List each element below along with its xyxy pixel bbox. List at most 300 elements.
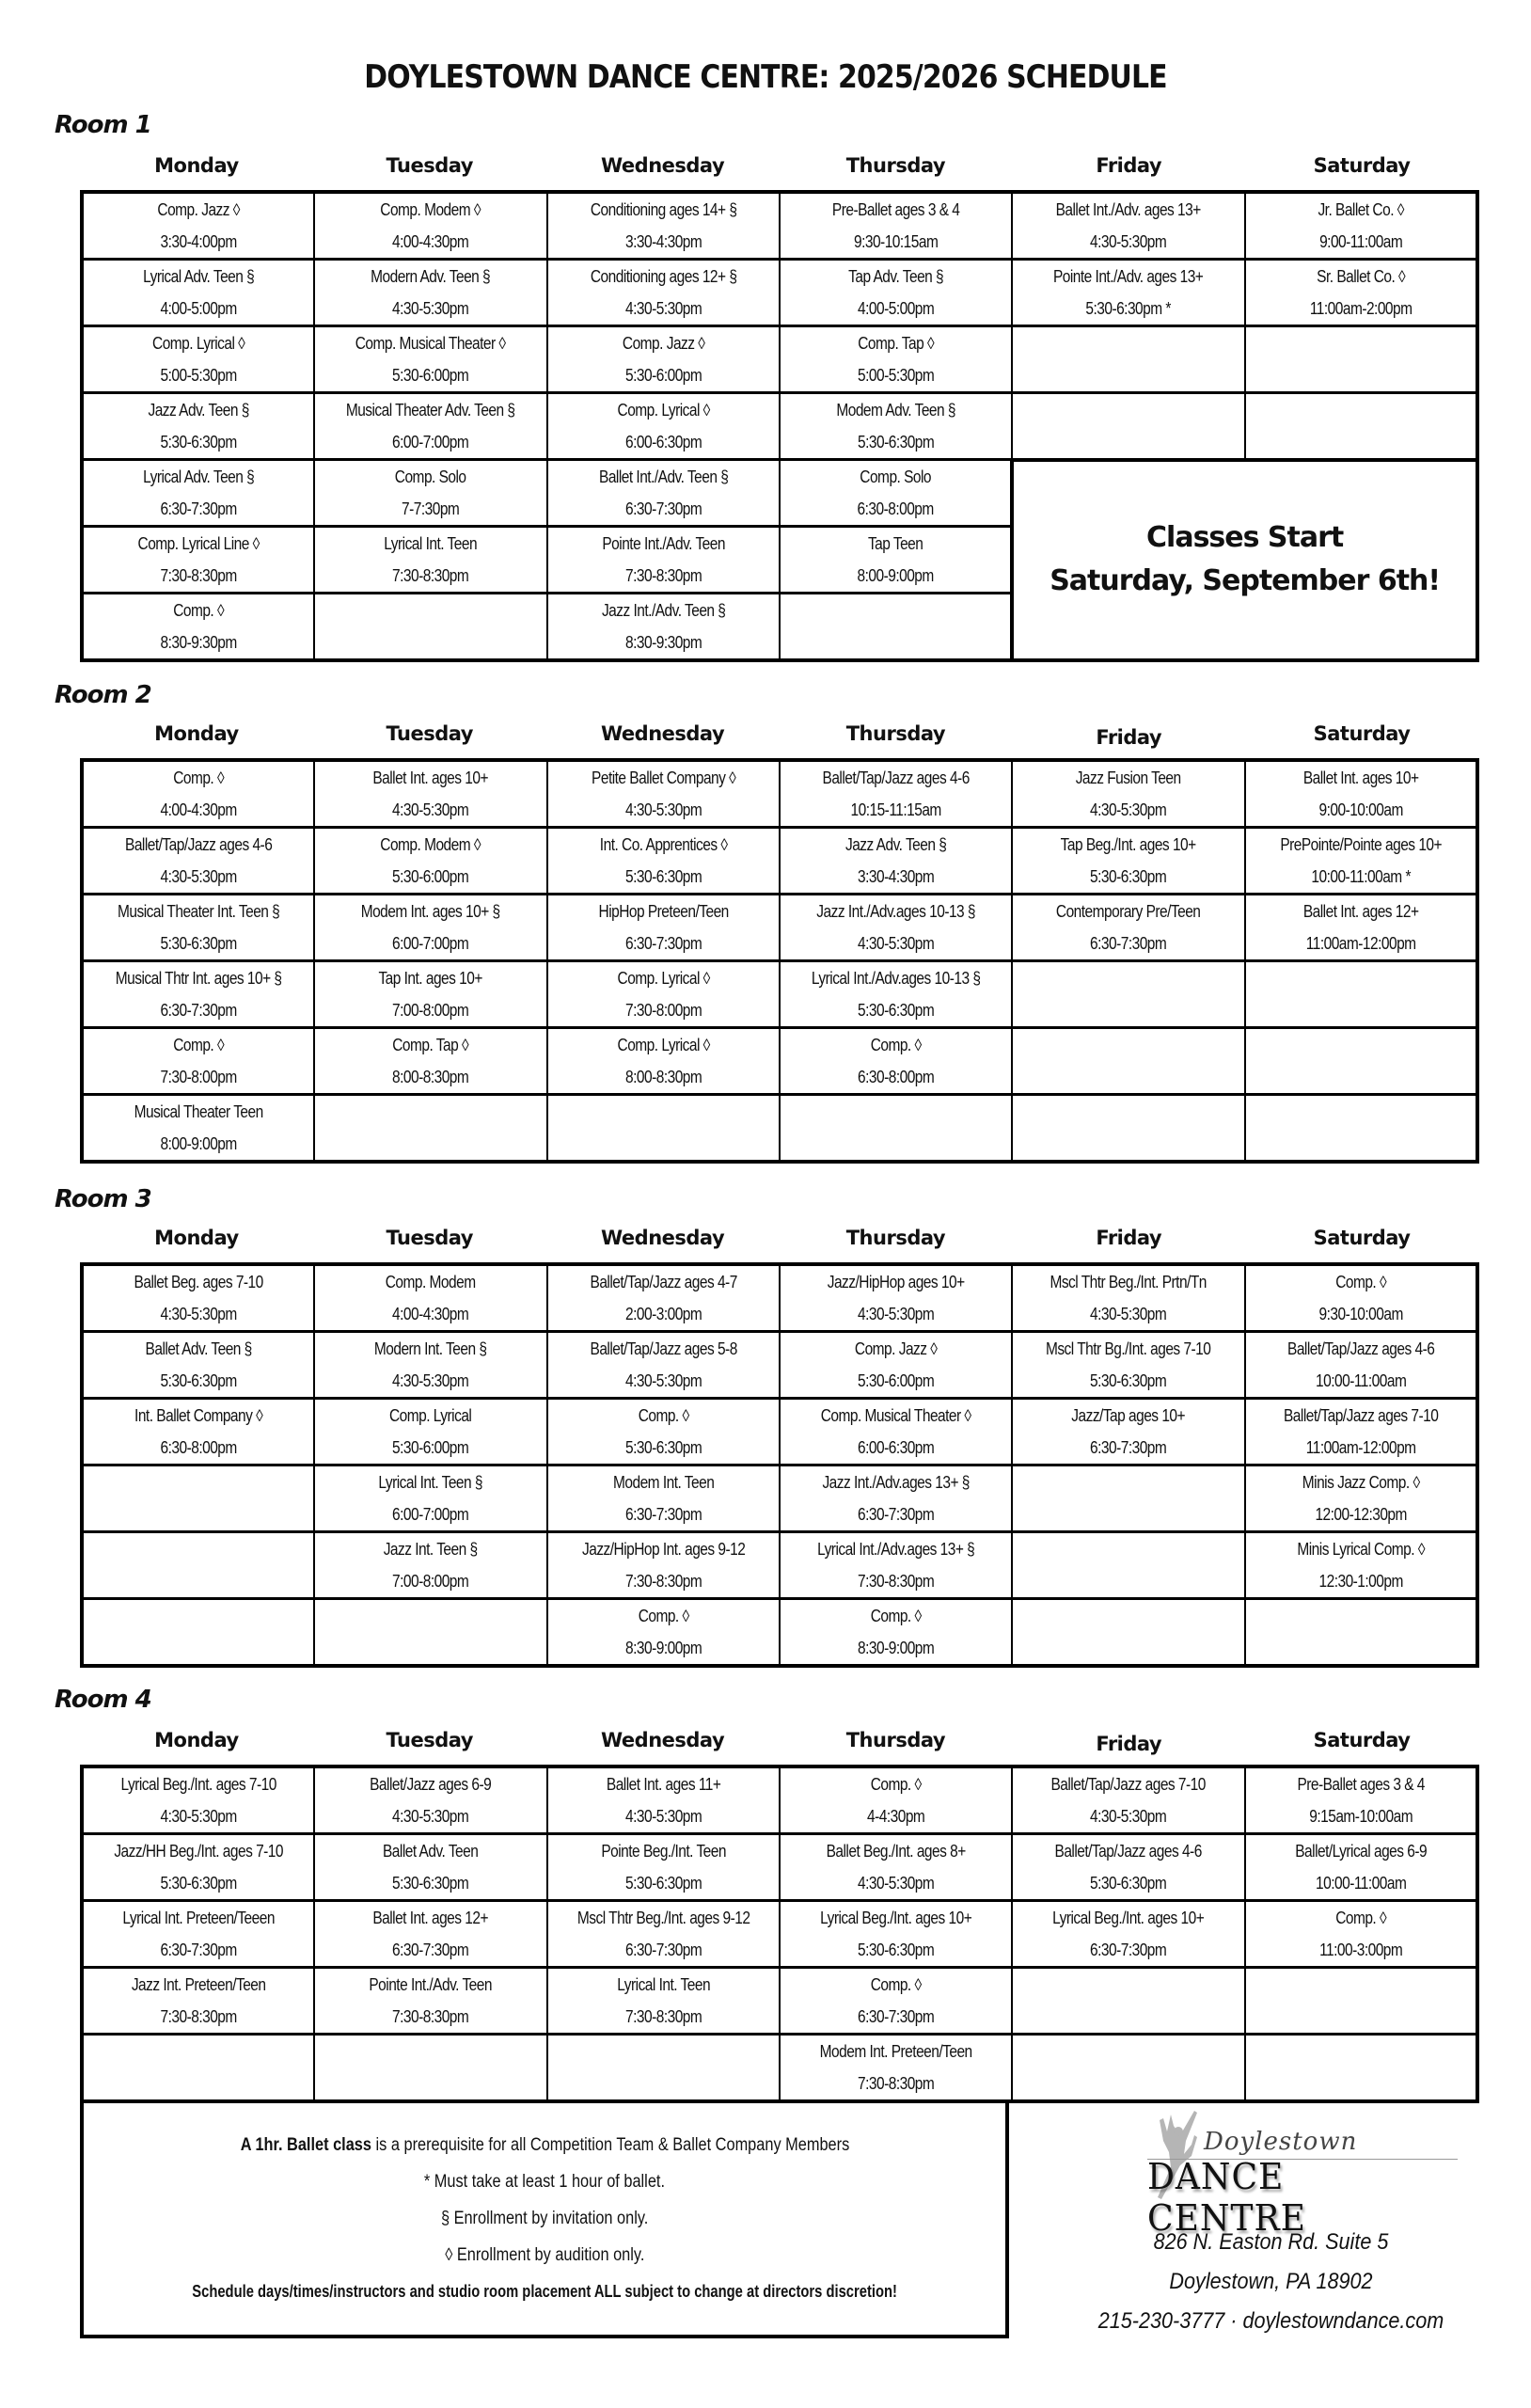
class-cell-wednesday	[547, 2035, 780, 2102]
class-name: Ballet Int./Adv. ages 13+	[1055, 200, 1202, 219]
class-name: Pointe Int./Adv. ages 13+	[1053, 267, 1204, 286]
class-cell-wednesday	[547, 326, 780, 393]
class-time: 6:30-7:30pm	[160, 1941, 237, 1959]
class-name: Ballet/Tap/Jazz ages 4-6	[1286, 1339, 1434, 1358]
room-1-day-headers	[80, 154, 1478, 177]
class-name: Ballet/Tap/Jazz ages 4-6	[822, 768, 970, 787]
class-name: Lyrical Beg./Int. ages 10+	[1052, 1909, 1205, 1927]
class-time: 8:30-9:00pm	[858, 1639, 935, 1657]
class-time: 8:30-9:00pm	[624, 1639, 702, 1657]
class-cell-thursday	[780, 1901, 1012, 1968]
schedule-row	[82, 1968, 1477, 2035]
class-name: Comp. ◊	[173, 768, 225, 787]
schedule-row	[82, 1028, 1477, 1095]
class-cell-thursday	[780, 326, 1012, 393]
day-header-thursday: Thursday	[845, 1227, 946, 1249]
class-cell-thursday	[780, 1532, 1012, 1599]
schedule-row	[82, 1332, 1477, 1399]
class-cell-thursday	[780, 192, 1012, 260]
room-4-day-headers	[80, 1729, 1478, 1755]
class-cell-monday	[82, 594, 314, 661]
schedule-row	[82, 828, 1477, 895]
class-name: Jazz/HH Beg./Int. ages 7-10	[114, 1842, 284, 1861]
class-cell-monday	[82, 260, 314, 326]
class-cell-monday	[82, 1968, 314, 2035]
class-name: Lyrical Int. Teen	[384, 534, 478, 553]
schedule-row	[82, 2035, 1477, 2102]
class-time: 5:30-6:30pm	[160, 433, 237, 452]
announcement-line: Classes Start	[1146, 521, 1344, 555]
class-time: 4:30-5:30pm	[858, 1305, 935, 1323]
class-cell-wednesday	[547, 1028, 780, 1095]
class-cell-thursday	[780, 393, 1012, 460]
class-name: Mscl Thtr Bg./Int. ages 7-10	[1046, 1339, 1211, 1358]
class-name: Jazz Int./Adv. Teen §	[601, 601, 726, 620]
schedule-row	[82, 1264, 1477, 1332]
logo-script-text: Doylestown	[1204, 2128, 1358, 2156]
class-time: 11:00am-12:00pm	[1305, 1438, 1416, 1457]
class-time: 7:30-8:30pm	[392, 2007, 469, 2026]
class-cell-wednesday	[547, 393, 780, 460]
class-name: Comp. Jazz ◊	[157, 200, 240, 219]
class-name: Conditioning ages 12+ §	[590, 267, 737, 286]
day-header-monday: Monday	[154, 1227, 239, 1249]
class-name: Comp. ◊	[638, 1607, 689, 1625]
class-name: Tap Adv. Teen §	[848, 267, 944, 286]
class-cell-tuesday	[314, 1264, 546, 1332]
class-cell-tuesday	[314, 1834, 546, 1901]
class-time: 11:00am-12:00pm	[1305, 934, 1416, 953]
class-cell-tuesday	[314, 1968, 546, 2035]
class-cell-monday	[82, 2035, 314, 2102]
class-time: 4:30-5:30pm	[392, 299, 469, 318]
schedule-row	[82, 1599, 1477, 1667]
class-cell-tuesday	[314, 527, 546, 594]
class-name: Comp. Musical Theater ◊	[355, 334, 506, 353]
class-cell-saturday	[1245, 1834, 1477, 1901]
class-cell-friday	[1012, 1901, 1244, 1968]
class-cell-friday	[1012, 2035, 1244, 2102]
class-cell-thursday	[780, 828, 1012, 895]
class-time: 6:00-7:00pm	[392, 433, 469, 452]
class-time: 5:30-6:30pm	[160, 1371, 237, 1390]
class-time: 7:30-8:00pm	[624, 1001, 702, 1020]
class-cell-monday	[82, 527, 314, 594]
class-time: 4:30-5:30pm	[1090, 800, 1167, 819]
class-time: 4:30-5:30pm	[160, 1305, 237, 1323]
class-time: 10:15-11:15am	[850, 800, 941, 819]
class-cell-thursday	[780, 1095, 1012, 1163]
class-name: Comp. Lyrical ◊	[617, 969, 710, 988]
class-time: 3:30-4:30pm	[858, 867, 935, 886]
studio-logo	[1081, 2107, 1458, 2239]
class-cell-friday	[1012, 1264, 1244, 1332]
class-cell-saturday	[1245, 1095, 1477, 1163]
class-cell-monday	[82, 393, 314, 460]
class-cell-saturday	[1245, 1028, 1477, 1095]
day-header-wednesday: Wednesday	[601, 722, 725, 745]
class-cell-monday	[82, 1599, 314, 1667]
class-cell-tuesday	[314, 1399, 546, 1465]
class-cell-tuesday	[314, 895, 546, 961]
class-time: 6:30-7:30pm	[624, 1941, 702, 1959]
class-name: Comp. Modem	[386, 1273, 476, 1291]
class-name: Tap Int. ages 10+	[378, 969, 483, 988]
class-time: 7:30-8:30pm	[160, 566, 237, 585]
class-cell-wednesday	[547, 1834, 780, 1901]
class-name: Jazz Int. Preteen/Teen	[131, 1975, 266, 1994]
class-cell-monday	[82, 895, 314, 961]
class-time: 7-7:30pm	[402, 499, 460, 518]
class-time: 4:30-5:30pm	[624, 1371, 702, 1390]
class-time: 5:30-6:00pm	[392, 366, 469, 385]
class-name: Ballet/Tap/Jazz ages 7-10	[1050, 1775, 1207, 1794]
schedule-row	[82, 393, 1477, 460]
class-cell-monday	[82, 961, 314, 1028]
class-name: Pre-Ballet ages 3 & 4	[831, 200, 960, 219]
class-cell-friday	[1012, 1532, 1244, 1599]
day-header-thursday: Thursday	[845, 1729, 946, 1751]
class-name: Modern Int. Teen §	[374, 1339, 487, 1358]
class-name: Comp. Lyrical Line ◊	[137, 534, 260, 553]
room-3-day-headers	[80, 1227, 1478, 1249]
class-cell-thursday	[780, 2035, 1012, 2102]
class-cell-tuesday	[314, 1766, 546, 1834]
class-cell-friday	[1012, 828, 1244, 895]
day-header-saturday: Saturday	[1313, 1729, 1411, 1751]
class-name: Pointe Int./Adv. Teen	[602, 534, 725, 553]
class-cell-wednesday	[547, 527, 780, 594]
class-time: 9:30-10:15am	[853, 232, 939, 251]
class-cell-saturday	[1245, 1901, 1477, 1968]
class-name: Lyrical Adv. Teen §	[143, 467, 255, 486]
class-time: 6:30-8:00pm	[858, 1068, 935, 1086]
class-name: Comp. Solo	[860, 467, 932, 486]
class-cell-thursday	[780, 1399, 1012, 1465]
class-name: Comp. Lyrical ◊	[617, 1036, 710, 1054]
class-cell-wednesday	[547, 1264, 780, 1332]
class-name: Jr. Ballet Co. ◊	[1318, 200, 1404, 219]
schedule-row	[82, 760, 1477, 828]
class-time: 7:00-8:00pm	[392, 1572, 469, 1591]
class-time: 5:30-6:30pm	[624, 1438, 702, 1457]
day-header-monday: Monday	[154, 154, 239, 177]
class-cell-tuesday	[314, 594, 546, 661]
class-cell-tuesday	[314, 1028, 546, 1095]
class-cell-tuesday	[314, 1599, 546, 1667]
day-header-monday: Monday	[154, 722, 239, 745]
class-name: Sr. Ballet Co. ◊	[1316, 267, 1405, 286]
class-name: Modem Int. Preteen/Teen	[819, 2042, 972, 2061]
class-name: Comp. Solo	[395, 467, 466, 486]
class-time: 6:30-7:30pm	[624, 499, 702, 518]
class-time: 11:00am-2:00pm	[1309, 299, 1413, 318]
class-name: Musical Theater Teen	[134, 1102, 263, 1121]
class-cell-saturday	[1245, 1532, 1477, 1599]
class-name: Modem Adv. Teen §	[836, 401, 955, 420]
class-time: 8:30-9:30pm	[624, 633, 702, 652]
class-name: Comp. Lyrical	[389, 1406, 472, 1425]
class-time: 4:00-4:30pm	[392, 232, 469, 251]
class-time: 7:30-8:30pm	[624, 566, 702, 585]
class-cell-thursday	[780, 260, 1012, 326]
day-header-friday: Friday	[1096, 154, 1162, 177]
schedule-row	[82, 326, 1477, 393]
class-time: 5:30-6:30pm	[1090, 1371, 1167, 1390]
class-name: Musical Theater Int. Teen §	[118, 902, 280, 921]
class-cell-thursday	[780, 1028, 1012, 1095]
class-time: 5:30-6:30pm *	[1085, 299, 1172, 318]
class-time: 4:30-5:30pm	[624, 299, 702, 318]
class-cell-saturday	[1245, 260, 1477, 326]
class-cell-tuesday	[314, 260, 546, 326]
class-cell-friday	[1012, 1599, 1244, 1667]
disclaimer-note: Schedule days/times/instructors and studio room placement ALL subject to change at directors discretion!	[192, 2282, 897, 2301]
class-time: 5:30-6:30pm	[624, 1874, 702, 1893]
class-time: 4:30-5:30pm	[1090, 1807, 1167, 1826]
class-time: 5:30-6:30pm	[1090, 867, 1167, 886]
class-cell-monday	[82, 1028, 314, 1095]
class-name: Lyrical Beg./Int. ages 10+	[820, 1909, 972, 1927]
class-name: Lyrical Int./Adv.ages 10-13 §	[811, 969, 981, 988]
schedule-row	[82, 895, 1477, 961]
class-time: 10:00-11:00am *	[1311, 867, 1411, 886]
class-cell-friday	[1012, 1766, 1244, 1834]
class-time: 4:30-5:30pm	[1090, 1305, 1167, 1323]
class-time: 4:00-5:00pm	[858, 299, 935, 318]
class-time: 11:00-3:00pm	[1318, 1941, 1402, 1959]
class-time: 6:00-7:00pm	[392, 934, 469, 953]
class-cell-wednesday	[547, 1968, 780, 2035]
class-cell-friday	[1012, 760, 1244, 828]
class-name: Lyrical Beg./Int. ages 7-10	[120, 1775, 276, 1794]
class-cell-saturday	[1245, 1766, 1477, 1834]
class-cell-wednesday	[547, 1465, 780, 1532]
class-cell-tuesday	[314, 460, 546, 527]
room-1-label: Room 1	[55, 111, 151, 139]
class-time: 6:00-6:30pm	[858, 1438, 935, 1457]
class-cell-wednesday	[547, 1095, 780, 1163]
class-name: Jazz/Tap ages 10+	[1071, 1406, 1186, 1425]
class-name: Comp. ◊	[173, 601, 225, 620]
class-cell-monday	[82, 1766, 314, 1834]
class-cell-monday	[82, 1465, 314, 1532]
class-time: 5:30-6:30pm	[858, 1001, 935, 1020]
class-cell-tuesday	[314, 2035, 546, 2102]
class-cell-thursday	[780, 1834, 1012, 1901]
day-header-wednesday: Wednesday	[601, 154, 725, 177]
class-time: 2:00-3:00pm	[624, 1305, 702, 1323]
class-name: Comp. Jazz ◊	[854, 1339, 938, 1358]
class-cell-saturday	[1245, 1264, 1477, 1332]
class-cell-friday	[1012, 895, 1244, 961]
schedule-row	[82, 1834, 1477, 1901]
class-name: Jazz/HipHop Int. ages 9-12	[581, 1540, 745, 1559]
class-name: Ballet/Tap/Jazz ages 5-8	[590, 1339, 737, 1358]
class-cell-saturday	[1245, 828, 1477, 895]
class-cell-saturday	[1245, 192, 1477, 260]
class-time: 6:30-7:30pm	[160, 1001, 237, 1020]
class-time: 3:30-4:00pm	[160, 232, 237, 251]
class-name: Int. Ballet Company ◊	[134, 1406, 263, 1425]
class-name: Comp. ◊	[1334, 1909, 1386, 1927]
class-cell-wednesday	[547, 961, 780, 1028]
class-name: Lyrical Adv. Teen §	[143, 267, 255, 286]
class-time: 5:30-6:30pm	[160, 1874, 237, 1893]
class-cell-friday	[1012, 1095, 1244, 1163]
class-time: 8:30-9:30pm	[160, 633, 237, 652]
enrollment-notes	[80, 2099, 1009, 2338]
class-cell-thursday	[780, 961, 1012, 1028]
class-name: Ballet/Tap/Jazz ages 7-10	[1283, 1406, 1438, 1425]
class-time: 4:00-4:30pm	[392, 1305, 469, 1323]
class-name: Tap Beg./Int. ages 10+	[1060, 835, 1196, 854]
address-line-1: 826 N. Easton Rd. Suite 5	[1153, 2229, 1389, 2255]
class-name: Jazz Int./Adv.ages 10-13 §	[816, 902, 976, 921]
class-cell-friday	[1012, 1028, 1244, 1095]
class-cell-friday	[1012, 961, 1244, 1028]
class-cell-thursday	[780, 1465, 1012, 1532]
class-cell-wednesday	[547, 1599, 780, 1667]
classes-start-announcement	[1012, 460, 1477, 661]
class-cell-friday	[1012, 326, 1244, 393]
class-time: 6:30-7:30pm	[1090, 934, 1167, 953]
class-cell-monday	[82, 192, 314, 260]
room-2-label: Room 2	[55, 681, 151, 709]
class-name: Modem Int. Teen	[612, 1473, 714, 1492]
class-cell-thursday	[780, 527, 1012, 594]
room-3-label: Room 3	[55, 1185, 151, 1213]
class-cell-saturday	[1245, 1968, 1477, 2035]
class-cell-friday	[1012, 1968, 1244, 2035]
class-cell-wednesday	[547, 1399, 780, 1465]
class-name: Comp. ◊	[870, 1036, 922, 1054]
class-time: 6:30-7:30pm	[624, 1505, 702, 1524]
class-cell-wednesday	[547, 260, 780, 326]
class-cell-thursday	[780, 1264, 1012, 1332]
class-name: Comp. Jazz ◊	[622, 334, 705, 353]
class-time: 9:00-11:00am	[1318, 232, 1402, 251]
class-cell-thursday	[780, 460, 1012, 527]
day-header-tuesday: Tuesday	[386, 1227, 473, 1249]
day-header-friday: Friday	[1096, 726, 1162, 749]
class-time: 4:30-5:30pm	[624, 1807, 702, 1826]
day-header-monday: Monday	[154, 1729, 239, 1751]
schedule-row	[82, 1399, 1477, 1465]
class-cell-tuesday	[314, 961, 546, 1028]
class-time: 6:30-7:30pm	[858, 1505, 935, 1524]
class-cell-monday	[82, 1532, 314, 1599]
class-cell-tuesday	[314, 1095, 546, 1163]
day-header-wednesday: Wednesday	[601, 1227, 725, 1249]
room-3-schedule-table	[80, 1262, 1479, 1668]
class-time: 6:30-7:30pm	[624, 934, 702, 953]
class-cell-wednesday	[547, 594, 780, 661]
class-time: 7:30-8:30pm	[858, 1572, 935, 1591]
class-time: 10:00-11:00am	[1315, 1371, 1406, 1390]
class-time: 4:00-5:00pm	[160, 299, 237, 318]
class-cell-wednesday	[547, 1766, 780, 1834]
class-name: Comp. ◊	[870, 1975, 922, 1994]
class-name: Ballet/Tap/Jazz ages 4-7	[590, 1273, 737, 1291]
class-time: 4:30-5:30pm	[392, 1807, 469, 1826]
class-time: 10:00-11:00am	[1315, 1874, 1406, 1893]
class-cell-tuesday	[314, 393, 546, 460]
class-time: 4:30-5:30pm	[624, 800, 702, 819]
class-time: 4:00-4:30pm	[160, 800, 237, 819]
address-line-2: Doylestown, PA 18902	[1169, 2269, 1373, 2294]
schedule-row	[82, 192, 1477, 260]
asterisk-note: * Must take at least 1 hour of ballet.	[423, 2172, 666, 2192]
class-name: Jazz/HipHop ages 10+	[827, 1273, 965, 1291]
class-name: Pre-Ballet ages 3 & 4	[1297, 1775, 1425, 1794]
room-4-schedule-table	[80, 1765, 1479, 2103]
class-name: Ballet Adv. Teen	[383, 1842, 479, 1861]
class-cell-saturday	[1245, 961, 1477, 1028]
class-name: Ballet Int. ages 11+	[606, 1775, 721, 1794]
class-cell-thursday	[780, 1968, 1012, 2035]
class-name: Pointe Int./Adv. Teen	[369, 1975, 493, 1994]
class-time: 7:30-8:30pm	[160, 2007, 237, 2026]
class-name: Lyrical Int. Teen	[616, 1975, 710, 1994]
class-name: Comp. ◊	[870, 1775, 922, 1794]
class-cell-saturday	[1245, 1332, 1477, 1399]
class-cell-monday	[82, 1399, 314, 1465]
day-header-friday: Friday	[1096, 1733, 1162, 1755]
class-time: 4:30-5:30pm	[858, 1874, 935, 1893]
class-name: Tap Teen	[867, 534, 923, 553]
class-time: 5:00-5:30pm	[858, 366, 935, 385]
schedule-row	[82, 1901, 1477, 1968]
class-cell-friday	[1012, 1399, 1244, 1465]
class-name: Jazz Adv. Teen §	[148, 401, 249, 420]
class-name: Musical Theater Adv. Teen §	[346, 401, 515, 420]
class-time: 5:30-6:30pm	[624, 867, 702, 886]
class-name: Ballet Beg./Int. ages 8+	[826, 1842, 966, 1861]
class-cell-monday	[82, 1264, 314, 1332]
schedule-row	[82, 260, 1477, 326]
class-cell-wednesday	[547, 760, 780, 828]
class-time: 4-4:30pm	[867, 1807, 925, 1826]
class-name: Int. Co. Apprentices ◊	[599, 835, 728, 854]
class-cell-friday	[1012, 1834, 1244, 1901]
class-name: Comp. Tap ◊	[858, 334, 935, 353]
class-time: 5:30-6:30pm	[1090, 1874, 1167, 1893]
day-header-friday: Friday	[1096, 1227, 1162, 1249]
class-cell-friday	[1012, 1332, 1244, 1399]
class-time: 4:30-5:30pm	[1090, 232, 1167, 251]
class-time: 9:00-10:00am	[1318, 800, 1403, 819]
invitation-note: § Enrollment by invitation only.	[440, 2209, 649, 2228]
class-name: Ballet Int. ages 10+	[1302, 768, 1419, 787]
class-time: 5:30-6:00pm	[624, 366, 702, 385]
class-name: Lyrical Int. Preteen/Teeen	[122, 1909, 275, 1927]
day-header-wednesday: Wednesday	[601, 1729, 725, 1751]
class-cell-wednesday	[547, 192, 780, 260]
class-cell-monday	[82, 326, 314, 393]
class-time: 7:30-8:00pm	[160, 1068, 237, 1086]
class-time: 4:30-5:30pm	[392, 1371, 469, 1390]
class-name: Comp. ◊	[638, 1406, 689, 1425]
class-name: Jazz Int. Teen §	[384, 1540, 478, 1559]
class-time: 9:30-10:00am	[1318, 1305, 1403, 1323]
class-cell-wednesday	[547, 1332, 780, 1399]
class-name: Ballet/Tap/Jazz ages 4-6	[1054, 1842, 1203, 1861]
day-header-thursday: Thursday	[845, 722, 946, 745]
class-time: 5:30-6:30pm	[858, 1941, 935, 1959]
day-header-tuesday: Tuesday	[386, 722, 473, 745]
class-time: 6:00-6:30pm	[624, 433, 702, 452]
